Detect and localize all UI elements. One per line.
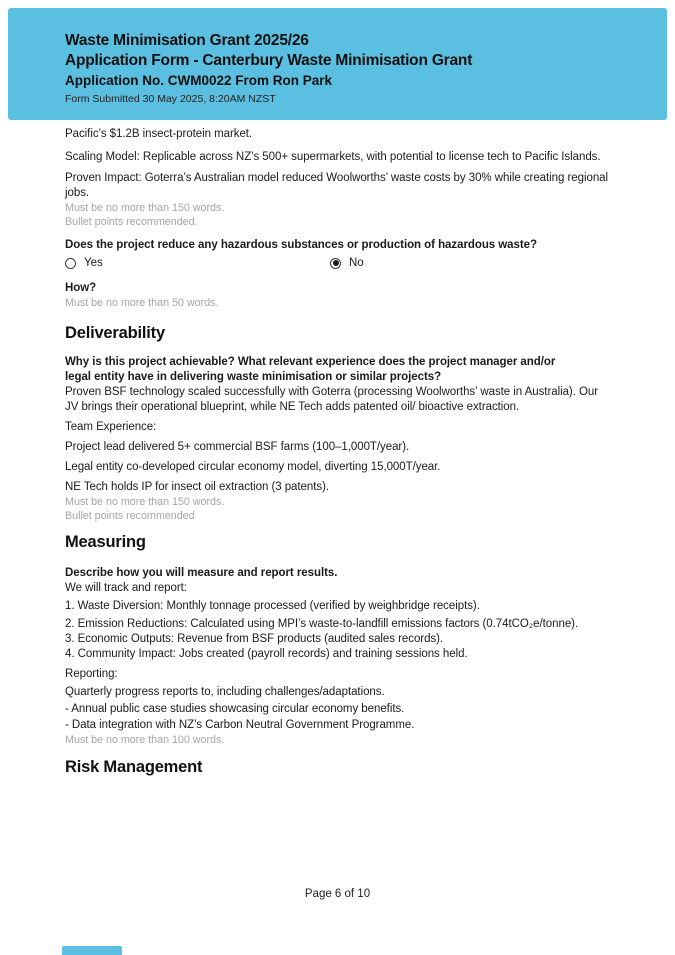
paragraph-team-experience: Team Experience: [65, 421, 157, 433]
paragraph-ne-tech-ip: NE Tech holds IP for insect oil extraction (3 patents). [65, 481, 330, 493]
form-title-line1: Waste Minimisation Grant 2025/26 [65, 32, 309, 49]
form-content [65, 120, 611, 777]
hint-word-limit-150: Must be no more than 150 words. [65, 202, 225, 214]
hint-word-limit-50: Must be no more than 50 words. [65, 297, 219, 309]
hazardous-radio-group [65, 255, 611, 271]
paragraph-reporting-2: - Annual public case studies showcasing circular economy benefits. [65, 703, 405, 715]
paragraph-legal-entity: Legal entity co-developed circular economy model, diverting 15,000T/year. [65, 461, 441, 473]
paragraph-proven-impact: Proven Impact: Goterra’s Australian model reduced Woolworths’ waste costs by 30% while creating regional jobs. [65, 172, 609, 199]
hint-word-limit-100: Must be no more than 100 words. [65, 734, 225, 746]
section-heading-risk-management: Risk Management [65, 758, 203, 776]
question-hazardous-waste: Does the project reduce any hazardous substances or production of hazardous waste? [65, 239, 537, 251]
form-submitted-timestamp: Form Submitted 30 May 2025, 8:20AM NZST [65, 93, 276, 105]
paragraph-track-report: We will track and report: [65, 582, 187, 594]
paragraph-market: Pacific’s $1.2B insect-protein market. [65, 128, 253, 140]
form-title-line2: Application Form - Canterbury Waste Minimisation Grant [65, 51, 473, 69]
paragraph-project-lead: Project lead delivered 5+ commercial BSF farms (100–1,000T/year). [65, 441, 410, 453]
form-header-band [8, 8, 667, 120]
question-measure-report: Describe how you will measure and report results. [65, 567, 338, 579]
page-number: Page 6 of 10 [304, 888, 371, 900]
paragraph-scaling-model: Scaling Model: Replicable across NZ’s 500+ supermarkets, with potential to license tech to Pacific Islands. [65, 151, 601, 163]
section-heading-deliverability: Deliverability [65, 324, 165, 342]
hint-word-limit-150b: Must be no more than 150 words. [65, 496, 225, 508]
paragraph-reporting-3: - Data integration with NZ’s Carbon Neutral Government Programme. [65, 719, 415, 731]
paragraph-measure-4: 4. Community Impact: Jobs created (payroll records) and training sessions held. [65, 648, 468, 660]
radio-yes-label: Yes [84, 257, 103, 269]
application-number: Application No. CWM0022 From Ron Park [65, 73, 333, 88]
paragraph-measure-1: 1. Waste Diversion: Monthly tonnage processed (verified by weighbridge receipts). [65, 600, 480, 612]
question-achievable: Why is this project achievable? What relevant experience does the project manager and/or legal entity have in delivering waste minimisation or similar projects? [65, 356, 556, 383]
radio-yes[interactable] [65, 257, 330, 269]
section-heading-measuring: Measuring [65, 533, 146, 551]
radio-no-icon[interactable] [330, 258, 341, 269]
radio-no[interactable] [330, 257, 364, 269]
paragraph-proven-bsf: Proven BSF technology scaled successfully with Goterra (processing Woolworths’ waste in Australia). Our JV brings their operational blueprint, while NE Tech adds patented oil/ bioactive extraction. [65, 386, 599, 413]
paragraph-reporting-1: Quarterly progress reports to, including challenges/adaptations. [65, 686, 385, 698]
paragraph-measure-3: 3. Economic Outputs: Revenue from BSF products (audited sales records). [65, 633, 444, 645]
paragraph-measure-2: 2. Emission Reductions: Calculated using MPI’s waste-to-landfill emissions factors (0.74tCO₂e/tonne). [65, 618, 579, 630]
hint-bullet-points-b: Bullet points recommended [65, 510, 195, 522]
question-how: How? [65, 282, 97, 294]
hint-bullet-points: Bullet points recommended. [65, 216, 198, 228]
radio-yes-icon[interactable] [65, 258, 76, 269]
radio-no-label: No [349, 257, 364, 269]
paragraph-reporting: Reporting: [65, 668, 118, 680]
next-page-header-peek [62, 946, 122, 955]
